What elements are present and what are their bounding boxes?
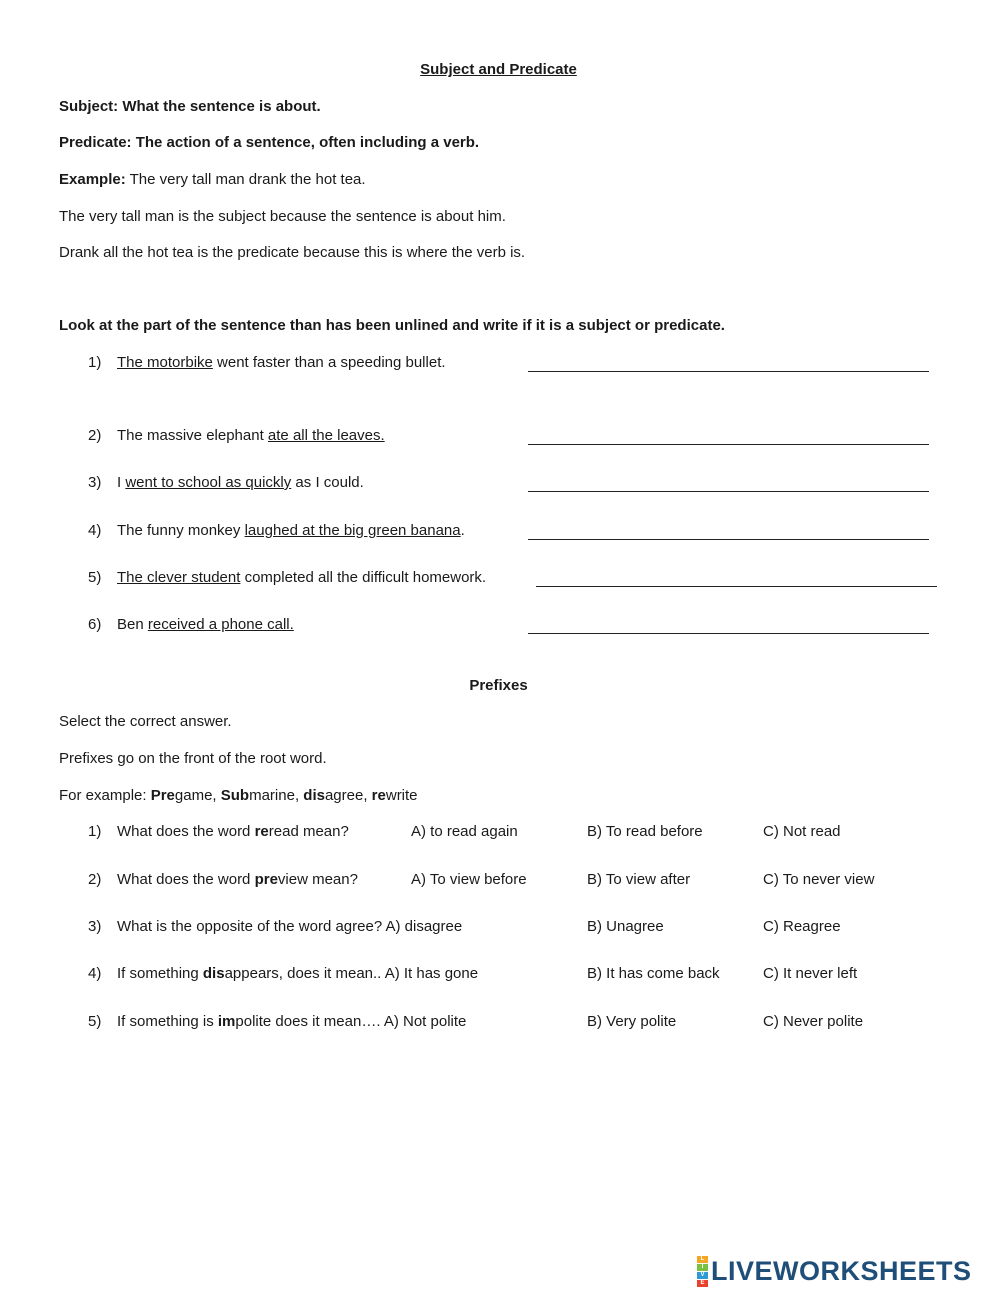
prefix-question-5: 5) If something is impolite does it mean…. A) Not polite bbox=[88, 1013, 467, 1030]
subject-definition: Subject: What the sentence is about. bbox=[59, 98, 321, 115]
option-c[interactable]: C) Never polite bbox=[763, 1013, 864, 1030]
sp-question-4: 4) The funny monkey laughed at the big green banana. bbox=[88, 522, 465, 539]
sp-question-5: 5) The clever student completed all the difficult homework. bbox=[88, 569, 487, 586]
logo-blocks bbox=[697, 1256, 708, 1287]
prefixes-select-instruction: Select the correct answer. bbox=[59, 713, 232, 730]
option-b[interactable]: B) Very polite bbox=[587, 1013, 677, 1030]
option-b[interactable]: B) Unagree bbox=[587, 918, 664, 935]
prefixes-example-line: For example: Pregame, Submarine, disagree, rewrite bbox=[59, 787, 418, 804]
option-c[interactable]: C) Not read bbox=[763, 823, 841, 840]
option-a[interactable]: A) To view before bbox=[411, 871, 527, 888]
question-number: 4) bbox=[88, 522, 102, 539]
sp-question-3: 3) I went to school as quickly as I could. bbox=[88, 474, 364, 491]
option-b[interactable]: B) To view after bbox=[587, 871, 691, 888]
logo-text: LIVEWORKSHEETS bbox=[711, 1255, 972, 1286]
answer-line-1[interactable] bbox=[528, 371, 929, 372]
explanation-predicate: Drank all the hot tea is the predicate because this is where the verb is. bbox=[59, 244, 526, 261]
answer-line-3[interactable] bbox=[528, 491, 929, 492]
sp-question-1: 1) The motorbike went faster than a speeding bullet. bbox=[88, 354, 446, 371]
option-c[interactable]: C) To never view bbox=[763, 871, 875, 888]
question-number: 5) bbox=[88, 569, 102, 586]
option-b[interactable]: B) To read before bbox=[587, 823, 703, 840]
logo-block: V bbox=[697, 1272, 708, 1279]
logo-block: I bbox=[697, 1264, 708, 1271]
underlined-part: laughed at the big green banana bbox=[244, 522, 461, 539]
prefix-question-1: 1) What does the word reread mean? bbox=[88, 823, 349, 840]
prefix-question-4: 4) If something disappears, does it mean.. A) It has gone bbox=[88, 965, 479, 982]
predicate-definition: Predicate: The action of a sentence, often including a verb. bbox=[59, 134, 480, 151]
section-title-prefixes: Prefixes bbox=[469, 677, 528, 694]
logo-block: E bbox=[697, 1280, 708, 1287]
answer-line-2[interactable] bbox=[528, 444, 929, 445]
option-a[interactable]: A) Not polite bbox=[383, 1013, 467, 1030]
option-a[interactable]: A) disagree bbox=[385, 918, 463, 935]
option-c[interactable]: C) It never left bbox=[763, 965, 858, 982]
option-c[interactable]: C) Reagree bbox=[763, 918, 841, 935]
liveworksheets-logo bbox=[697, 1254, 972, 1288]
underlined-part: The motorbike bbox=[117, 354, 213, 371]
question-number: 3) bbox=[88, 474, 102, 491]
answer-line-6[interactable] bbox=[528, 633, 929, 634]
prefixes-info: Prefixes go on the front of the root word. bbox=[59, 750, 327, 767]
option-b[interactable]: B) It has come back bbox=[587, 965, 720, 982]
answer-line-4[interactable] bbox=[528, 539, 929, 540]
sp-question-2: 2) The massive elephant ate all the leaves. bbox=[88, 427, 385, 444]
underlined-part: ate all the leaves. bbox=[267, 427, 385, 444]
prefix-question-2: 2) What does the word preview mean? bbox=[88, 871, 358, 888]
logo-block: L bbox=[697, 1256, 708, 1263]
example-line bbox=[59, 170, 366, 190]
underlined-part: went to school as quickly bbox=[125, 474, 292, 491]
prefix-question-3: 3) What is the opposite of the word agree? A) disagree bbox=[88, 918, 463, 935]
example-sentence: The very tall man drank the hot tea. bbox=[125, 171, 366, 188]
question-number: 6) bbox=[88, 616, 102, 633]
instruction: Look at the part of the sentence than has been unlined and write if it is a subject or predicate. bbox=[59, 317, 725, 334]
answer-line-5[interactable] bbox=[536, 586, 937, 587]
underlined-part: received a phone call. bbox=[147, 616, 294, 633]
question-number: 1) bbox=[88, 354, 102, 371]
option-a[interactable]: A) It has gone bbox=[384, 965, 479, 982]
underlined-part: The clever student bbox=[117, 569, 241, 586]
sp-question-6: 6) Ben received a phone call. bbox=[88, 616, 294, 633]
section-title-subject-predicate: Subject and Predicate bbox=[420, 61, 577, 78]
question-number: 2) bbox=[88, 427, 102, 444]
option-a[interactable]: A) to read again bbox=[411, 823, 518, 840]
example-label: Example: bbox=[59, 171, 126, 188]
explanation-subject: The very tall man is the subject because the sentence is about him. bbox=[59, 208, 506, 225]
